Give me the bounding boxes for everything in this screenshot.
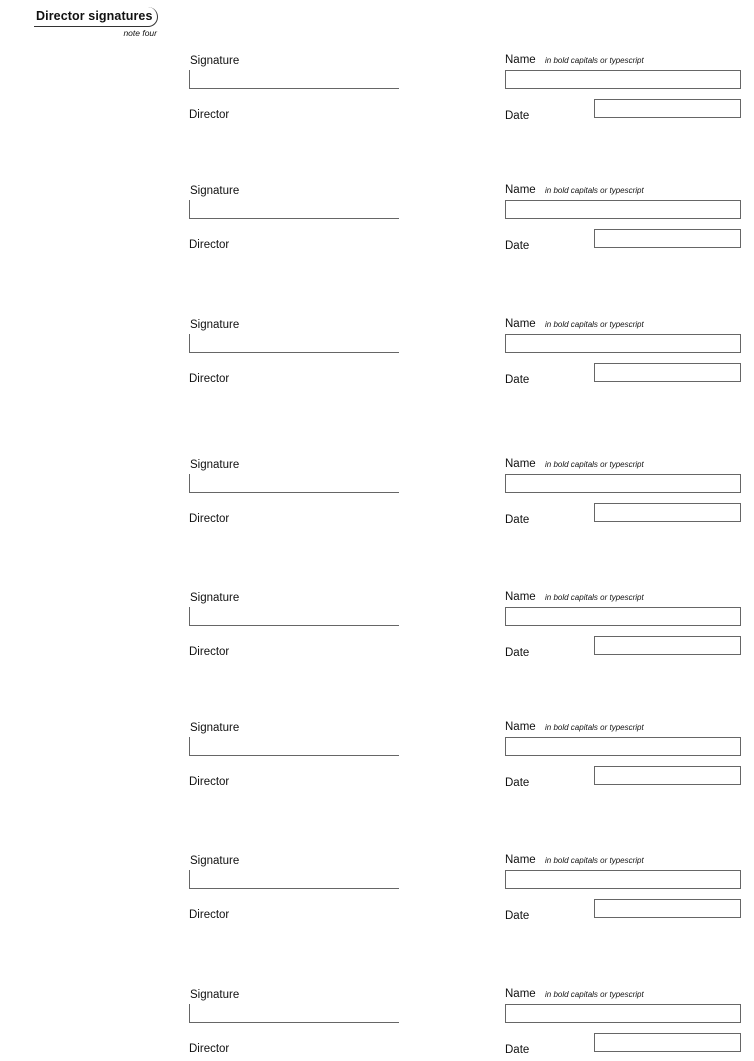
signature-entry-7 — [0, 855, 754, 927]
director-label: Director — [189, 909, 230, 921]
name-field[interactable] — [505, 70, 741, 89]
signature-label: Signature — [190, 722, 240, 734]
date-field[interactable] — [594, 229, 741, 248]
name-hint: in bold capitals or typescript — [545, 320, 644, 329]
name-field[interactable] — [505, 200, 741, 219]
signature-label: Signature — [190, 855, 240, 867]
signature-field[interactable] — [189, 607, 399, 626]
date-field[interactable] — [594, 363, 741, 382]
date-label: Date — [505, 1044, 530, 1056]
name-field[interactable] — [505, 870, 741, 889]
date-label: Date — [505, 514, 530, 526]
signature-entry-8 — [0, 989, 754, 1061]
date-label: Date — [505, 777, 530, 789]
signature-label: Signature — [190, 319, 240, 331]
name-field[interactable] — [505, 474, 741, 493]
name-field[interactable] — [505, 607, 741, 626]
signature-field[interactable] — [189, 474, 399, 493]
name-hint: in bold capitals or typescript — [545, 856, 644, 865]
date-field[interactable] — [594, 766, 741, 785]
name-hint: in bold capitals or typescript — [545, 593, 644, 602]
date-field[interactable] — [594, 503, 741, 522]
name-hint: in bold capitals or typescript — [545, 460, 644, 469]
signature-entry-6 — [0, 722, 754, 794]
signature-entry-4 — [0, 459, 754, 531]
signature-label: Signature — [190, 592, 240, 604]
date-label: Date — [505, 647, 530, 659]
director-label: Director — [189, 109, 230, 121]
signature-label: Signature — [190, 55, 240, 67]
director-label: Director — [189, 239, 230, 251]
director-label: Director — [189, 513, 230, 525]
name-hint: in bold capitals or typescript — [545, 723, 644, 732]
signature-entry-5 — [0, 592, 754, 664]
name-label: Name — [505, 854, 536, 866]
name-label: Name — [505, 184, 536, 196]
name-hint: in bold capitals or typescript — [545, 990, 644, 999]
signature-field[interactable] — [189, 200, 399, 219]
date-label: Date — [505, 910, 530, 922]
name-field[interactable] — [505, 737, 741, 756]
name-label: Name — [505, 988, 536, 1000]
signature-entry-1 — [0, 55, 754, 127]
date-field[interactable] — [594, 1033, 741, 1052]
signature-label: Signature — [190, 185, 240, 197]
name-hint: in bold capitals or typescript — [545, 56, 644, 65]
signature-field[interactable] — [189, 870, 399, 889]
name-label: Name — [505, 591, 536, 603]
date-field[interactable] — [594, 636, 741, 655]
director-label: Director — [189, 1043, 230, 1055]
date-field[interactable] — [594, 99, 741, 118]
signature-label: Signature — [190, 459, 240, 471]
director-label: Director — [189, 373, 230, 385]
name-label: Name — [505, 318, 536, 330]
name-field[interactable] — [505, 334, 741, 353]
signature-field[interactable] — [189, 737, 399, 756]
name-hint: in bold capitals or typescript — [545, 186, 644, 195]
director-label: Director — [189, 646, 230, 658]
signature-field[interactable] — [189, 334, 399, 353]
header-note: note four — [123, 28, 157, 38]
signature-entry-2 — [0, 185, 754, 257]
name-label: Name — [505, 458, 536, 470]
date-label: Date — [505, 240, 530, 252]
signature-label: Signature — [190, 989, 240, 1001]
date-field[interactable] — [594, 899, 741, 918]
page-title: Director signatures — [36, 9, 153, 23]
date-label: Date — [505, 374, 530, 386]
name-field[interactable] — [505, 1004, 741, 1023]
name-label: Name — [505, 54, 536, 66]
director-label: Director — [189, 776, 230, 788]
signature-entry-3 — [0, 319, 754, 391]
signature-field[interactable] — [189, 1004, 399, 1023]
signature-field[interactable] — [189, 70, 399, 89]
name-label: Name — [505, 721, 536, 733]
date-label: Date — [505, 110, 530, 122]
